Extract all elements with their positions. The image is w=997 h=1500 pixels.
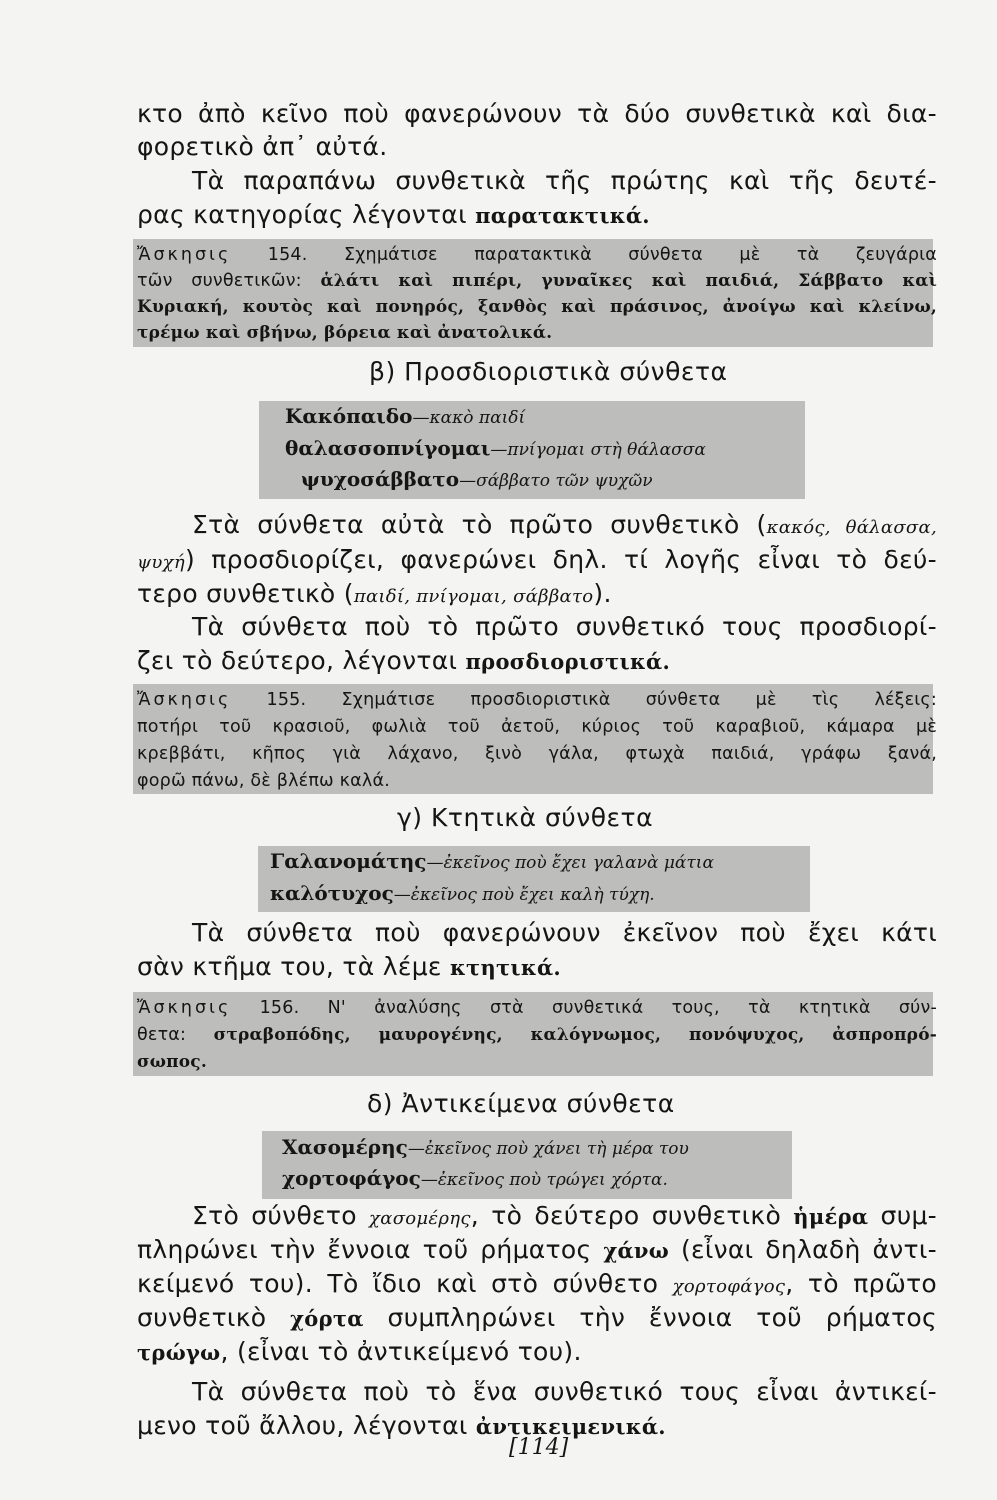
text-line: Τὰ σύνθετα ποὺ φανερώνουν ἐκεῖνον ποὺ ἔχει κάτι — [192, 918, 937, 947]
exercise-154-line: τῶν συνθετικῶν: ἁλάτι καὶ πιπέρι, γυναῖκες καὶ παιδιά, Σάββατο καὶ — [137, 271, 937, 291]
example-line: Χασομέρης—ἐκεῖνος ποὺ χάνει τὴ μέρα του — [282, 1135, 689, 1159]
text-line: φορετικὸ ἀπ᾿ αὐτά. — [137, 132, 388, 161]
section-heading: γ) Κτητικὰ σύνθετα — [397, 803, 654, 832]
exercise-155-line: Ἄσκησις 155. Σχημάτισε προσδιοριστικὰ σύνθετα μὲ τὶς λέξεις: — [137, 690, 937, 710]
text-line: Τὰ παραπάνω συνθετικὰ τῆς πρώτης καὶ τῆς δευτέ- — [192, 166, 937, 195]
example-line: καλότυχος—ἐκεῖνος ποὺ ἔχει καλὴ τύχη. — [270, 881, 655, 905]
exercise-154-line: Ἄσκησις 154. Σχημάτισε παρατακτικὰ σύνθετα μὲ τὰ ζευγάρια — [137, 245, 937, 265]
text-line: Στὰ σύνθετα αὐτὰ τὸ πρῶτο συνθετικὸ (κακός, θάλασσα, — [192, 510, 937, 539]
text-line: τρώγω, (εἶναι τὸ ἀντικείμενό του). — [137, 1337, 582, 1366]
text-line: Στὸ σύνθετο χασομέρης, τὸ δεύτερο συνθετικὸ ἡμέρα συμ- — [192, 1201, 937, 1230]
exercise-155-line: φορῶ πάνω, δὲ βλέπω καλά. — [137, 771, 390, 791]
example-line: θαλασσοπνίγομαι—πνίγομαι στὴ θάλασσα — [285, 436, 706, 460]
text-line: ζει τὸ δεύτερο, λέγονται προσδιοριστικά. — [137, 646, 671, 675]
text-line: ρας κατηγορίας λέγονται παρατακτικά. — [137, 200, 650, 229]
text-line: ψυχή) προσδιορίζει, φανερώνει δηλ. τί λογῆς εἶναι τὸ δεύ- — [137, 545, 937, 574]
example-line: Γαλανομάτης—ἐκεῖνος ποὺ ἔχει γαλανὰ μάτια — [270, 849, 714, 873]
exercise-155-line: ποτήρι τοῦ κρασιοῦ, φωλιὰ τοῦ ἀετοῦ, κύριος τοῦ καραβιοῦ, κάμαρα μὲ — [137, 717, 937, 737]
term-bold: παρατακτικά. — [475, 203, 650, 228]
example-line: Κακόπαιδο—κακὸ παιδί — [285, 404, 526, 428]
text-line: σὰν κτῆμα του, τὰ λέμε κτητικά. — [137, 952, 562, 981]
text-line: κτο ἀπὸ κεῖνο ποὺ φανερώνουν τὰ δύο συνθετικὰ καὶ δια- — [137, 99, 937, 128]
example-line: ψυχοσάββατο—σάββατο τῶν ψυχῶν — [301, 467, 653, 491]
text-line: μενο τοῦ ἄλλου, λέγονται ἀντικειμενικά. — [137, 1411, 666, 1440]
exercise-156-line: θετα: στραβοπόδης, μαυρογένης, καλόγνωμος, πονόψυχος, ἀσπροπρό- — [137, 1025, 937, 1045]
exercise-156-line: Ἄσκησις 156. Ν' ἀναλύσης στὰ συνθετικά τους, τὰ κτητικὰ σύν- — [137, 998, 937, 1018]
section-heading: δ) Ἀντικείμενα σύνθετα — [367, 1089, 675, 1118]
section-heading: β) Προσδιοριστικὰ σύνθετα — [369, 357, 728, 386]
text-line: πληρώνει τὴν ἔννοια τοῦ ρήματος χάνω (εἶναι δηλαδὴ ἀντι- — [137, 1235, 937, 1264]
text-line: κείμενό του). Τὸ ἴδιο καὶ στὸ σύνθετο χορτοφάγος, τὸ πρῶτο — [137, 1269, 938, 1298]
exercise-154-line: τρέμω καὶ σβήνω, βόρεια καὶ ἀνατολικά. — [137, 323, 553, 343]
text-line: Τὰ σύνθετα ποὺ τὸ ἕνα συνθετικό τους εἶναι ἀντικεί- — [192, 1377, 937, 1406]
exercise-156-line: σωπος. — [137, 1052, 207, 1072]
exercise-154-line: Κυριακή, κουτὸς καὶ πονηρός, ξανθὸς καὶ πράσινος, ἀνοίγω καὶ κλείνω, — [137, 297, 937, 317]
text-line: Τὰ σύνθετα ποὺ τὸ πρῶτο συνθετικό τους προσδιορί- — [192, 612, 937, 641]
text-line: τερο συνθετικὸ (παιδί, πνίγομαι, σάββατο). — [137, 579, 612, 608]
example-line: χορτοφάγος—ἐκεῖνος ποὺ τρώγει χόρτα. — [282, 1166, 668, 1190]
text-line: συνθετικὸ χόρτα συμπληρώνει τὴν ἔννοια τοῦ ρήματος — [137, 1303, 937, 1332]
page-number: [114] — [509, 1435, 569, 1460]
exercise-155-line: κρεββάτι, κῆπος γιὰ λάχανο, ξινὸ γάλα, φτωχὰ παιδιά, γράφω ξανά, — [137, 744, 937, 764]
